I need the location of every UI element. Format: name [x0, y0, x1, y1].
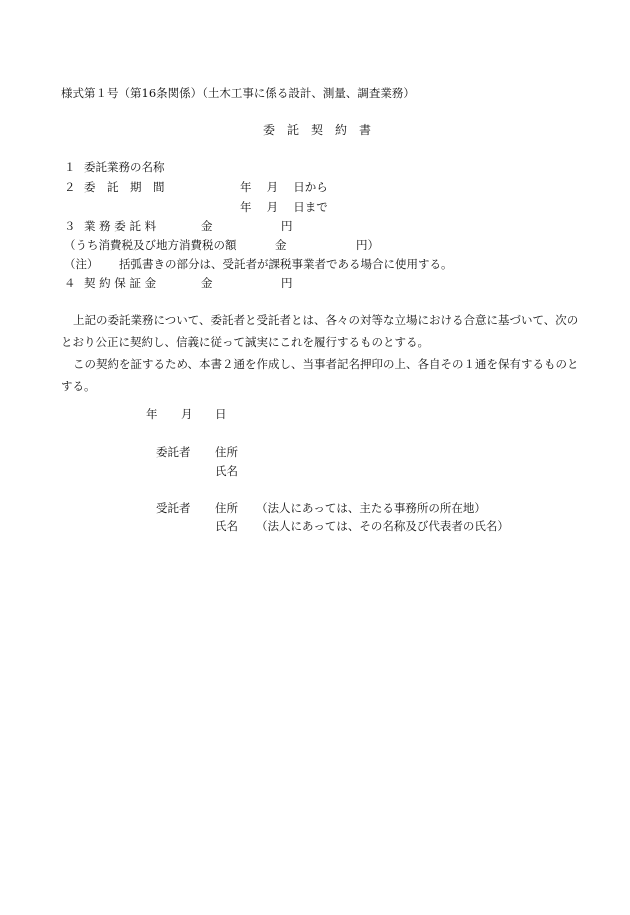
- agreement-paragraph: 上記の委託業務について、委託者と受託者とは、各々の対等な立場における合意に基づいて、次のとおり公正に契約し、信義に従って誠実にこれを履行するものとする。: [61, 313, 579, 349]
- client-address-label: 住所: [215, 445, 238, 459]
- item-label-deposit: 契 約 保 証 金: [84, 276, 157, 290]
- item-number-4: ４: [64, 276, 76, 290]
- contractor-name-label: 氏名: [215, 519, 238, 533]
- fee-yen: 円: [281, 219, 293, 233]
- date-day: 日: [215, 407, 227, 421]
- tax-label: （うち消費税及び地方消費税の額: [64, 238, 237, 252]
- item-number-2: ２: [64, 180, 76, 194]
- fee-kin: 金: [201, 219, 213, 233]
- tax-yen: 円）: [356, 238, 379, 252]
- contractor-address-note: （法人にあっては、主たる事務所の所在地）: [256, 501, 486, 515]
- deposit-kin: 金: [201, 276, 213, 290]
- form-header: 様式第１号（第16条関係）（土木工事に係る設計、測量、調査業務）: [61, 86, 415, 100]
- contractor-address-label: 住所: [215, 501, 238, 515]
- date-month: 月: [181, 407, 193, 421]
- tax-kin: 金: [275, 238, 287, 252]
- contractor-name-note: （法人にあっては、その名称及び代表者の氏名）: [256, 519, 509, 533]
- period-to: 年 月 日まで: [240, 200, 328, 214]
- item-number-3: ３: [64, 219, 76, 233]
- item-label-business-name: 委託業務の名称: [84, 160, 165, 174]
- item-number-1: １: [64, 160, 76, 174]
- document-title: 委 託 契 約 書: [263, 123, 372, 137]
- item-label-period: 委 託 期 間: [84, 180, 165, 194]
- deposit-yen: 円: [281, 276, 293, 290]
- date-year: 年: [146, 407, 158, 421]
- contractor-role: 受託者: [156, 501, 191, 515]
- client-role: 委託者: [156, 445, 191, 459]
- certification-paragraph: この契約を証するため、本書２通を作成し、当事者記名押印の上、各自その１通を保有するものとする。: [61, 357, 579, 393]
- note-text: 括弧書きの部分は、受託者が課税事業者である場合に使用する。: [119, 257, 453, 271]
- item-label-fee: 業 務 委 託 料: [84, 219, 157, 233]
- client-name-label: 氏名: [215, 464, 238, 478]
- period-from: 年 月 日から: [240, 180, 328, 194]
- note-label: （注）: [64, 257, 99, 271]
